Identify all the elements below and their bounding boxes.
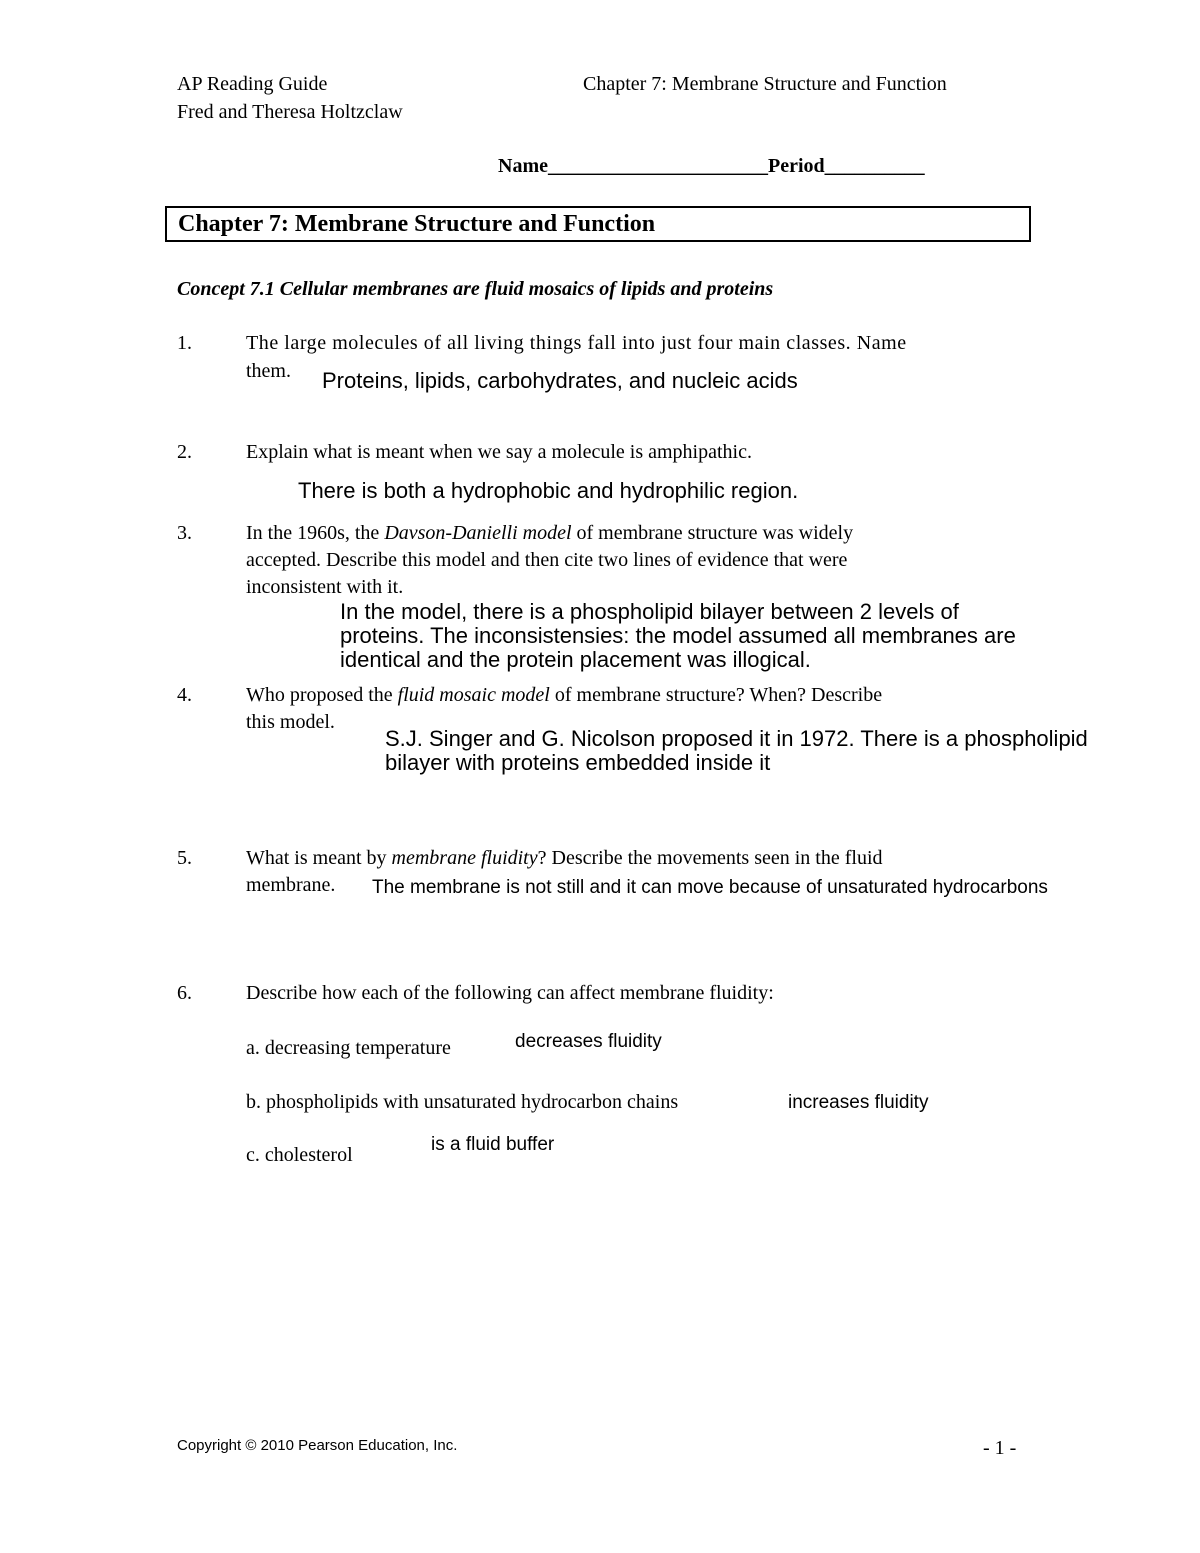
header-authors: Fred and Theresa Holtzclaw [177, 101, 403, 123]
name-blank: ______________________ [547, 155, 768, 177]
q5-text-b: ? Describe the movements seen in the fluid [537, 847, 883, 869]
q3-number: 3. [177, 522, 192, 544]
q6-number: 6. [177, 982, 192, 1004]
q4-number: 4. [177, 684, 192, 706]
q1-text-line2: them. [246, 360, 291, 382]
q6-text: Describe how each of the following can affect membrane fluidity: [246, 982, 774, 1004]
q3-text-line1 [246, 522, 853, 545]
q5-term: membrane fluidity [391, 847, 538, 869]
period-blank: __________ [824, 155, 925, 177]
q2-text: Explain what is meant when we say a molecule is amphipathic. [246, 441, 752, 463]
concept-heading: Concept 7.1 Cellular membranes are fluid mosaics of lipids and proteins [177, 278, 774, 300]
q3-text-b: of membrane structure was widely [571, 522, 854, 544]
q3-text-line3: inconsistent with it. [246, 576, 404, 598]
q1-answer: Proteins, lipids, carbohydrates, and nucleic acids [322, 368, 798, 393]
q6b-label: b. phospholipids with unsaturated hydrocarbon chains [246, 1091, 679, 1113]
q1-text-line1: The large molecules of all living things fall into just four main classes. Name [246, 332, 907, 354]
q6a-answer: decreases fluidity [515, 1031, 662, 1052]
q6b-answer: increases fluidity [788, 1092, 929, 1113]
header-guide-title: AP Reading Guide [177, 73, 328, 95]
footer-page-number: - 1 - [983, 1437, 1017, 1459]
period-label: Period [767, 155, 825, 177]
name-label: Name [498, 155, 548, 177]
q2-number: 2. [177, 441, 192, 463]
q1-number: 1. [177, 332, 192, 354]
chapter-title-box [165, 206, 1031, 242]
q5-text-line1 [246, 847, 883, 870]
q3-answer-line2: proteins. The inconsistensies: the model assumed all membranes are [340, 623, 1016, 648]
q5-number: 5. [177, 847, 192, 869]
q4-answer-line1: S.J. Singer and G. Nicolson proposed it in 1972. There is a phospholipid [385, 726, 1088, 751]
chapter-title: Chapter 7: Membrane Structure and Function [178, 211, 656, 237]
q3-answer-line1: In the model, there is a phospholipid bilayer between 2 levels of [340, 599, 959, 624]
q3-answer-line3: identical and the protein placement was illogical. [340, 647, 811, 672]
q6a-label: a. decreasing temperature [246, 1037, 451, 1059]
q3-text-line2: accepted. Describe this model and then cite two lines of evidence that were [246, 549, 848, 571]
q4-text-b: of membrane structure? When? Describe [549, 684, 883, 706]
footer-copyright: Copyright © 2010 Pearson Education, Inc. [177, 1437, 458, 1454]
q4-text-line1 [246, 684, 882, 707]
q6c-answer: is a fluid buffer [431, 1134, 555, 1155]
q4-term: fluid mosaic model [397, 684, 550, 706]
q4-answer-line2: bilayer with proteins embedded inside it [385, 750, 771, 775]
q5-text-line2: membrane. [246, 874, 336, 896]
q2-answer: There is both a hydrophobic and hydrophilic region. [298, 478, 799, 503]
q4-text-a: Who proposed the [246, 684, 398, 706]
header-chapter: Chapter 7: Membrane Structure and Function [583, 73, 947, 95]
q3-text-a: In the 1960s, the [246, 522, 385, 544]
name-period-line [498, 155, 925, 178]
q3-term: Davson-Danielli model [384, 522, 572, 544]
q4-text-line2: this model. [246, 711, 335, 733]
q6c-label: c. cholesterol [246, 1144, 353, 1166]
q5-answer: The membrane is not still and it can move because of unsaturated hydrocarbons [372, 877, 1048, 898]
q5-text-a: What is meant by [246, 847, 392, 869]
